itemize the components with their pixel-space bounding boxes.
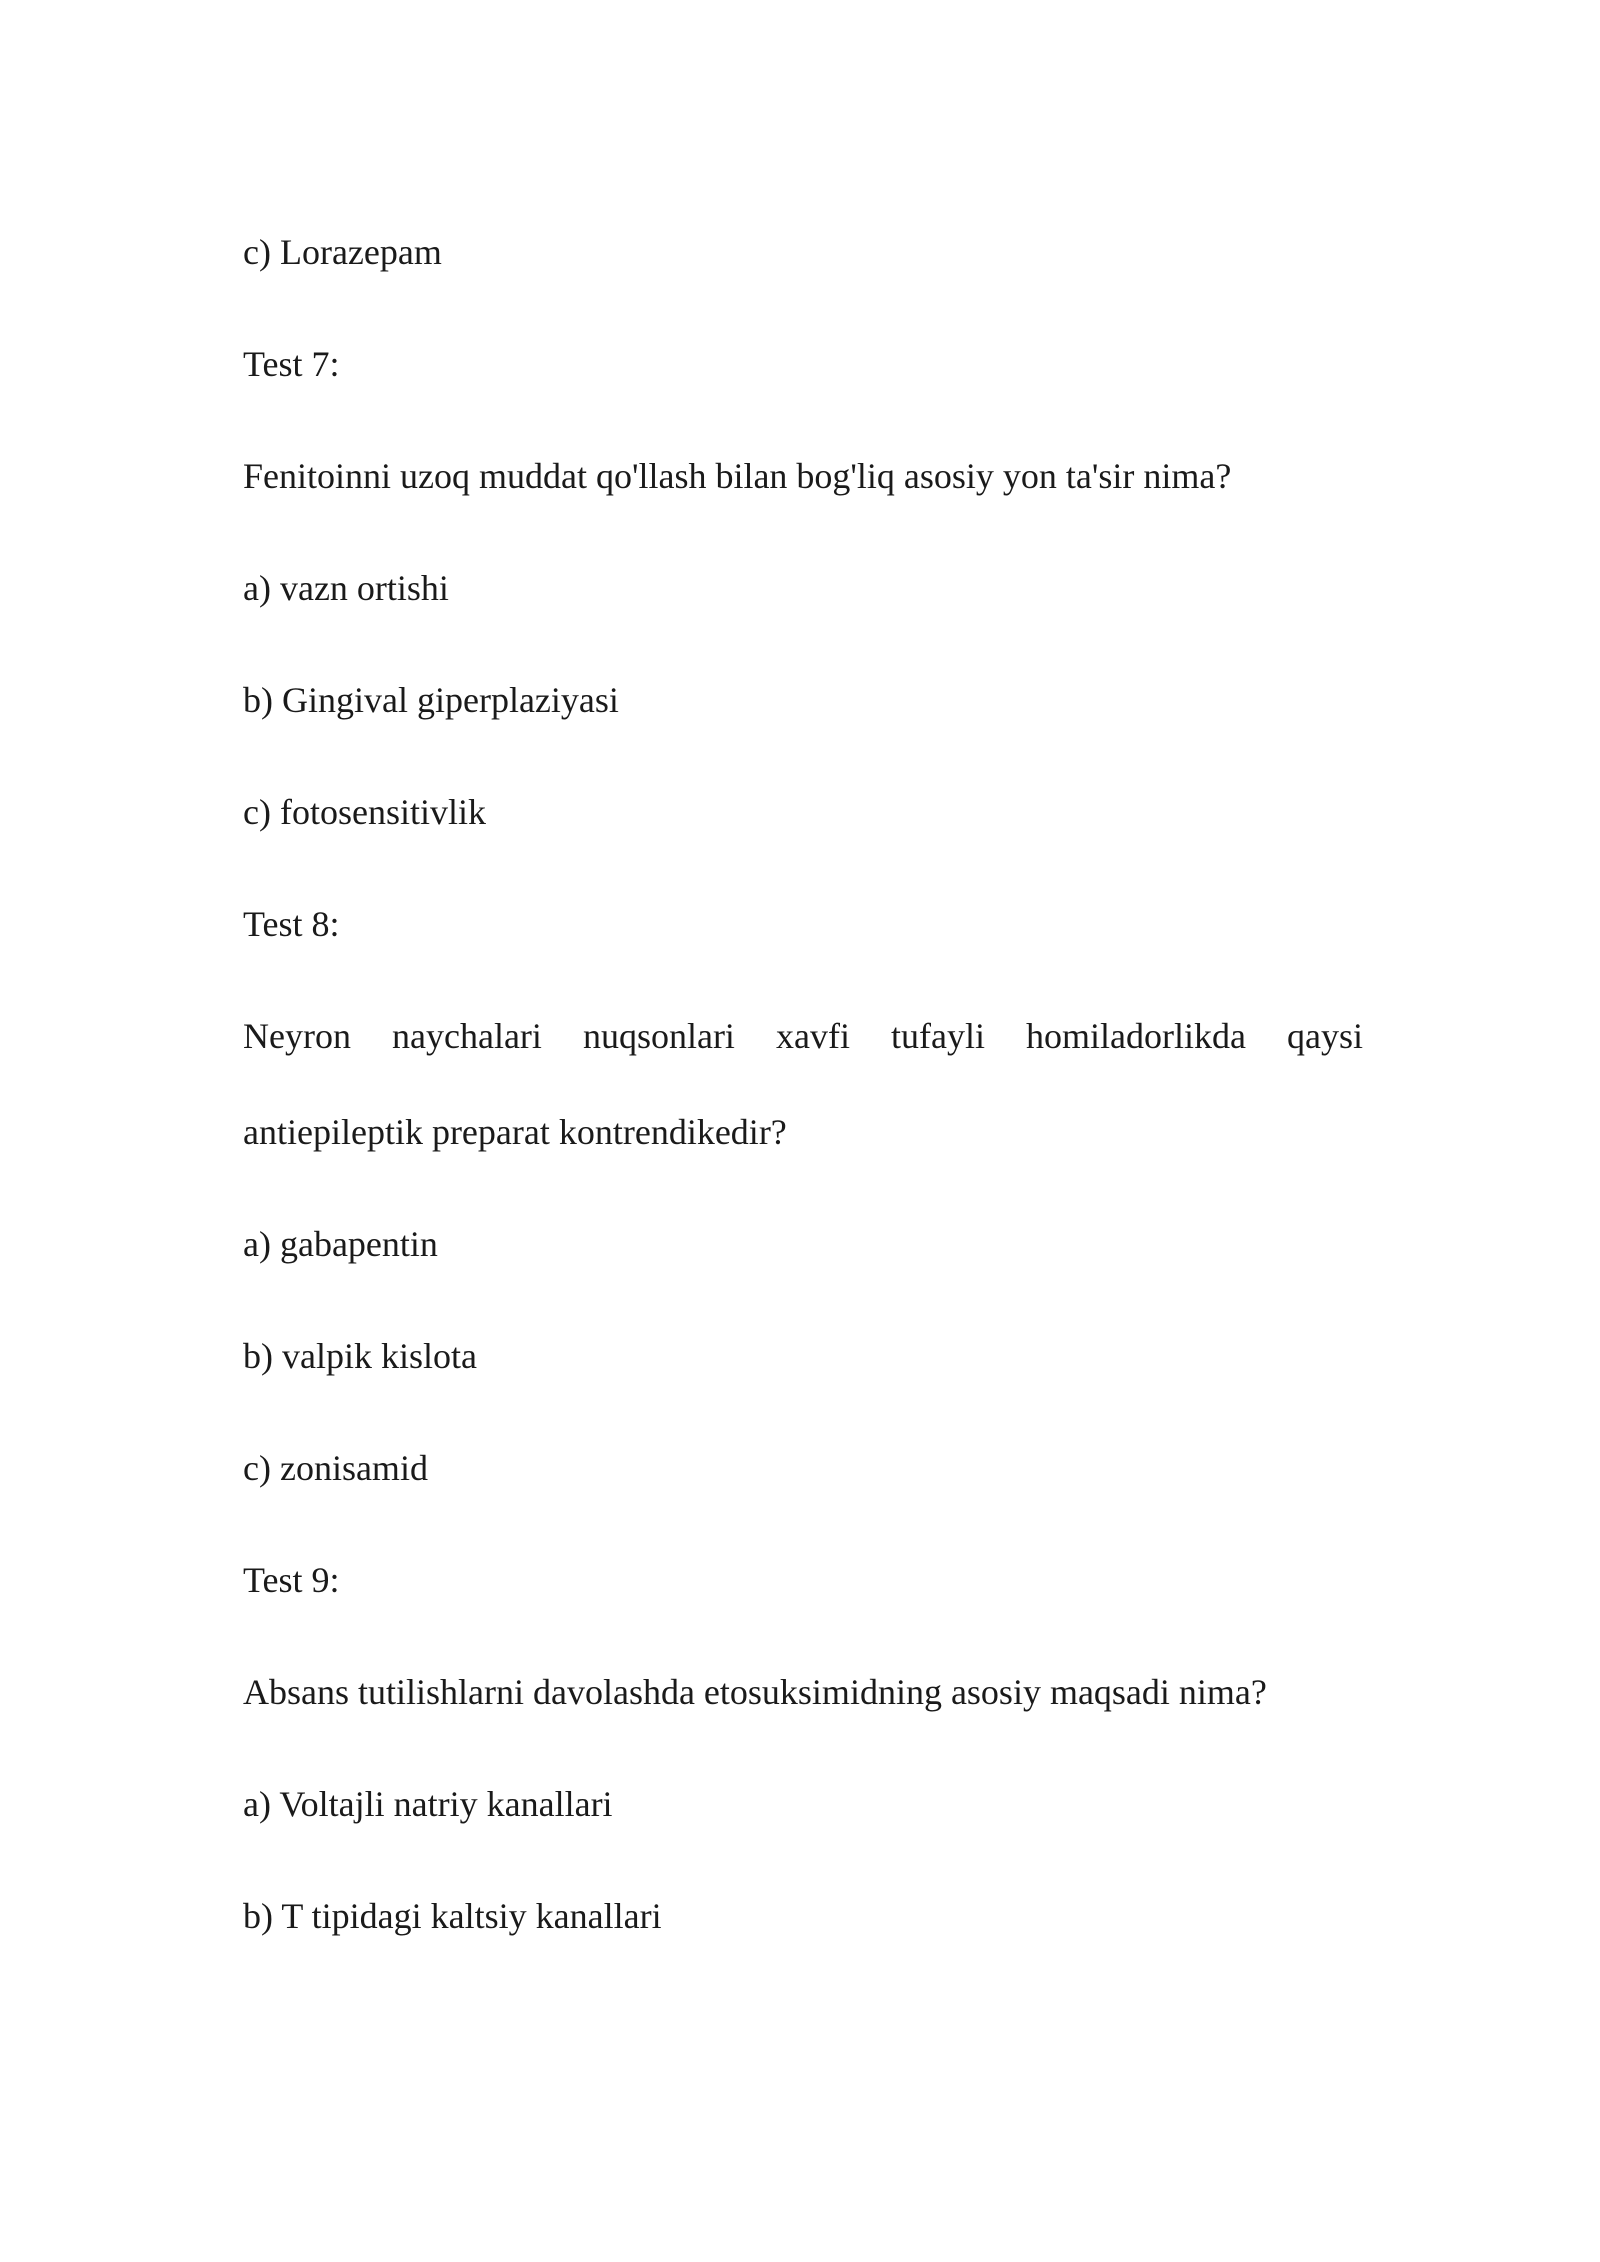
answer-option-b: b) valpik kislota [243,1336,477,1376]
answer-option-c: c) zonisamid [243,1448,428,1488]
test-heading: Test 7: [243,344,340,384]
answer-option-b: b) Gingival giperplaziyasi [243,680,619,720]
question-text-continued: antiepileptik preparat kontrendikedir? [243,1112,787,1152]
question-text: Fenitoinni uzoq muddat qo'llash bilan bog'liq asosiy yon ta'sir nima? [243,456,1232,496]
answer-option-b: b) T tipidagi kaltsiy kanallari [243,1896,662,1936]
answer-option-c: c) Lorazepam [243,232,442,272]
question-text: Neyron naychalari nuqsonlari xavfi tufayli homiladorlikda qaysi [243,1016,1363,1056]
test-heading: Test 9: [243,1560,340,1600]
answer-option-a: a) gabapentin [243,1224,438,1264]
answer-option-a: a) vazn ortishi [243,568,449,608]
answer-option-c: c) fotosensitivlik [243,792,486,832]
test-heading: Test 8: [243,904,340,944]
answer-option-a: a) Voltajli natriy kanallari [243,1784,613,1824]
question-text: Absans tutilishlarni davolashda etosuksimidning asosiy maqsadi nima? [243,1672,1267,1712]
